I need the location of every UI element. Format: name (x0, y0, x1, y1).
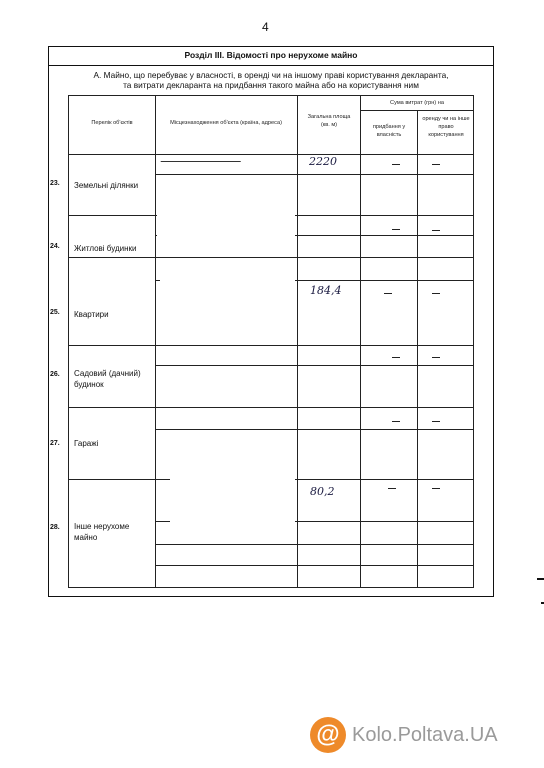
section-subtitle-line-2: та витрати декларанта на придбання такого майна або на користування ним (123, 80, 419, 90)
dash-mark (432, 230, 440, 231)
at-sign-logo-icon: @ (310, 717, 346, 753)
dash-mark (392, 229, 400, 230)
handwritten-area: 80,2 (310, 485, 335, 498)
dash-mark (392, 357, 400, 358)
redaction-block (160, 262, 295, 342)
row-number: 28. (50, 524, 60, 531)
col-divider-rent (417, 110, 418, 588)
dash-mark (432, 421, 440, 422)
header-object-list: Перелік об'єктів (91, 120, 133, 126)
handwritten-area: 2220 (309, 155, 337, 168)
row-line (155, 365, 474, 366)
row-label: Земельні ділянки (74, 181, 139, 190)
header-location: Місцезнаходження об'єкта (країна, адреса) (170, 120, 282, 126)
row-line (155, 565, 474, 566)
handwritten-area: 184,4 (310, 284, 342, 297)
row-number: 23. (50, 180, 60, 187)
row-number: 27. (50, 440, 60, 447)
row-line (68, 345, 474, 346)
redaction-block (157, 175, 295, 240)
row-number: 26. (50, 371, 60, 378)
row-label: Інше нерухоме майно (74, 522, 130, 542)
header-subdivider (360, 110, 473, 111)
col-divider-purchase (360, 95, 361, 588)
dash-mark (432, 164, 440, 165)
row-label: Садовий (дачний) будинок (74, 369, 141, 389)
section-title: Розділ III. Відомості про нерухоме майно (48, 46, 494, 66)
section-subtitle-line-1: А. Майно, що перебуває у власності, в оренді чи на іншому праві користування декларанта, (93, 70, 449, 80)
header-rent: оренду чи на інше право користування (422, 116, 470, 138)
watermark (310, 716, 498, 754)
row-number: 24. (50, 243, 60, 250)
row-line (68, 257, 474, 258)
row-line (68, 407, 474, 408)
dash-mark (432, 293, 440, 294)
row-label: Гаражі (74, 439, 99, 448)
page-number: 4 (262, 20, 269, 34)
dash-mark (392, 421, 400, 422)
row-line (155, 429, 474, 430)
header-area: Загальна площа (кв. м) (307, 114, 351, 128)
table-border-left (68, 95, 69, 588)
redaction-block (170, 478, 295, 528)
header-purchase: придбання у власність (372, 124, 406, 138)
row-line (155, 544, 474, 545)
row-number: 25. (50, 309, 60, 316)
watermark-text: Kolo.Poltava.UA (352, 723, 498, 746)
dash-mark (432, 488, 440, 489)
table-border-right (473, 95, 474, 588)
scan-margin-mark (537, 578, 544, 580)
header-expenses: Сума витрат (грн) на (390, 100, 444, 106)
table-border-top (68, 95, 474, 96)
dash-mark (392, 164, 400, 165)
col-divider-location (155, 95, 156, 588)
row-label: Квартири (74, 310, 109, 319)
dash-mark (388, 488, 396, 489)
dash-mark (432, 357, 440, 358)
handwritten-location-fragment (161, 154, 244, 162)
header-bottom (68, 154, 474, 155)
table-border-bottom (68, 587, 474, 588)
dash-mark (384, 293, 392, 294)
row-label: Житлові будинки (74, 244, 137, 253)
section-subtitle (48, 70, 494, 90)
col-divider-area (297, 95, 298, 588)
